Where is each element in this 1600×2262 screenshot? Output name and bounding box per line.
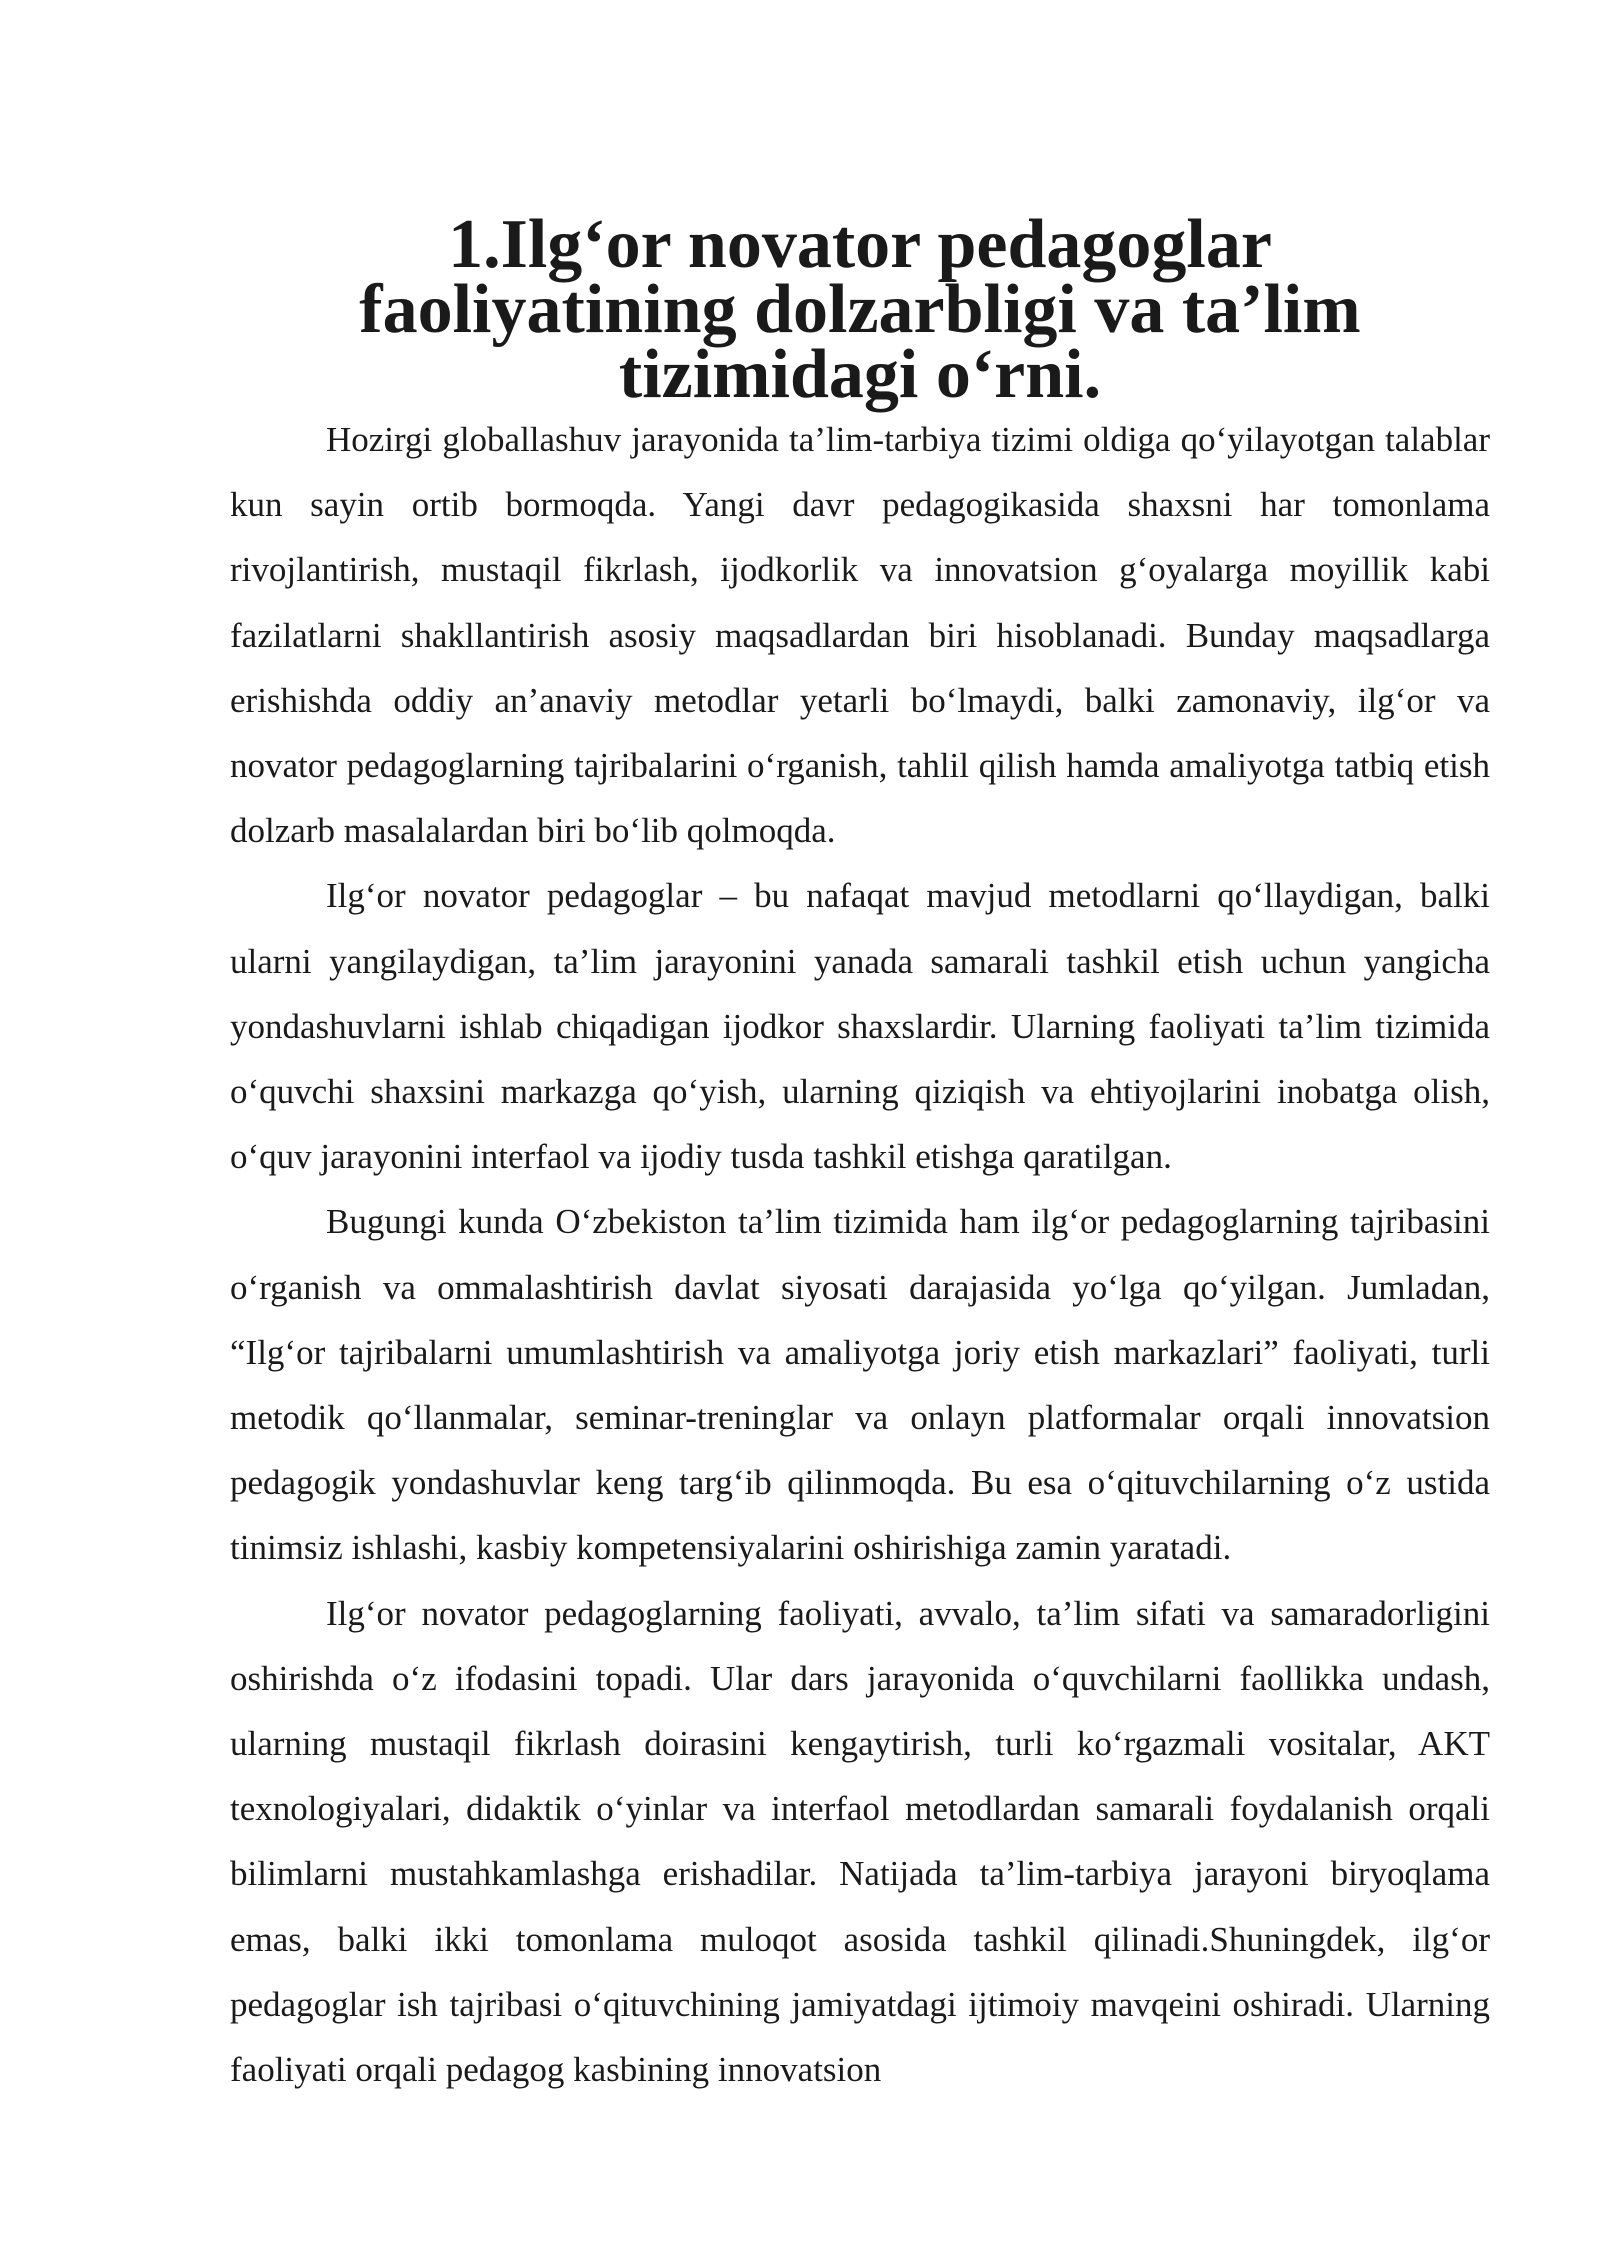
document-title: 1.Ilg‘or novator pedagoglar faoliyatining dolzarbligi va ta’lim tizimidagi o‘rni.: [359, 206, 1361, 413]
paragraph: Ilg‘or novator pedagoglar – bu nafaqat mavjud metodlarni qo‘llaydigan, balki ularni yangilaydigan, ta’lim jarayonini yanada samarali tashkil etish uchun yangicha yondashuvlarni ishlab chiqadigan ijodkor shaxslardir. Ularning faoliyati ta’lim tizimida o‘quvchi shaxsini markazga qo‘yish, ularning qiziqish va ehtiyojlarini inobatga olish, o‘quv jarayonini interfaol va ijodiy tusda tashkil etishga qaratilgan.: [230, 876, 1490, 1177]
paragraph: Bugungi kunda O‘zbekiston ta’lim tizimida ham ilg‘or pedagoglarning tajribasini o‘rganish va ommalashtirish davlat siyosati darajasida yo‘lga qo‘yilgan. Jumladan, “Ilg‘or tajribalarni umumlashtirish va amaliyotga joriy etish markazlari” faoliyati, turli metodik qo‘llanmalar, seminar-treninglar va onlayn platformalar orqali innovatsion pedagogik yondashuvlar keng targ‘ib qilinmoqda. Bu esa o‘qituvchilarning o‘z ustida tinimsiz ishlashi, kasbiy kompetensiyalarini oshirishiga zamin yaratadi.: [230, 1202, 1490, 1568]
paragraph: Hozirgi globallashuv jarayonida ta’lim-tarbiya tizimi oldiga qo‘yilayotgan talablar kun sayin ortib bormoqda. Yangi davr pedagogikasida shaxsni har tomonlama rivojlantirish, mustaqil fikrlash, ijodkorlik va innovatsion g‘oyalarga moyillik kabi fazilatlarni shakllantirish asosiy maqsadlardan biri hisoblanadi. Bunday maqsadlarga erishishda oddiy an’anaviy metodlar yetarli bo‘lmaydi, balki zamonaviy, ilg‘or va novator pedagoglarning tajribalarini o‘rganish, tahlil qilish hamda amaliyotga tatbiq etish dolzarb masalalardan biri bo‘lib qolmoqda.: [230, 420, 1490, 851]
document-body: [230, 206, 1490, 2102]
paragraph: Ilg‘or novator pedagoglarning faoliyati, avvalo, ta’lim sifati va samaradorligini oshirishda o‘z ifodasini topadi. Ular dars jarayonida o‘quvchilarni faollikka undash, ularning mustaqil fikrlash doirasini kengaytirish, turli ko‘rgazmali vositalar, AKT texnologiyalari, didaktik o‘yinlar va interfaol metodlardan samarali foydalanish orqali bilimlarni mustahkamlashga erishadilar. Natijada ta’lim-tarbiya jarayoni biryoqlama emas, balki ikki tomonlama muloqot asosida tashkil qilinadi.Shuningdek, ilg‘or pedagoglar ish tajribasi o‘qituvchining jamiyatdagi ijtimoiy mavqeini oshiradi. Ularning faoliyati orqali pedagog kasbining innovatsion: [230, 1593, 1490, 2090]
